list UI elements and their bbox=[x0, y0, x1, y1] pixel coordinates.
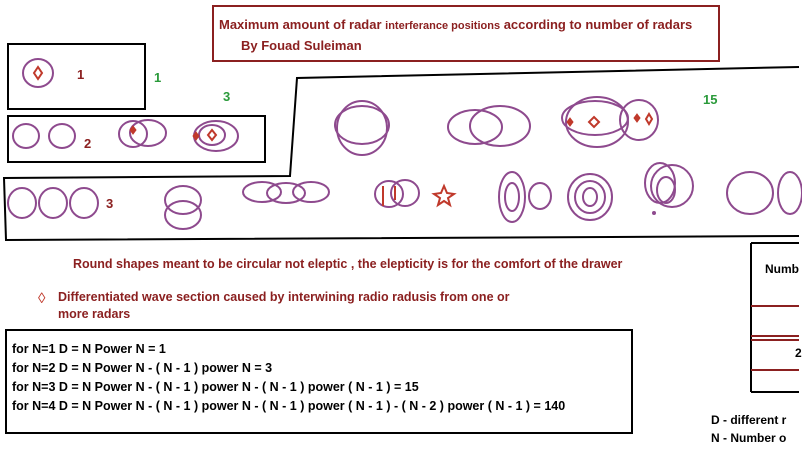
star-icon bbox=[434, 186, 454, 205]
row-count: 3 bbox=[223, 89, 231, 104]
radar-circle bbox=[566, 97, 628, 147]
radar-circle bbox=[293, 182, 329, 202]
radar-circle bbox=[39, 188, 67, 218]
row-label: 2 bbox=[84, 136, 92, 151]
radar-circle bbox=[70, 188, 98, 218]
row-count: 1 bbox=[154, 70, 162, 85]
radar-circle bbox=[657, 177, 675, 203]
legend-text: Differentiated wave section caused by interwining radio radusis from one or bbox=[58, 290, 510, 304]
radar-circle bbox=[8, 188, 36, 218]
diamond-markers bbox=[34, 67, 652, 206]
radar-circle bbox=[337, 101, 387, 155]
table-cell: 2 bbox=[795, 346, 802, 360]
radar-circle bbox=[499, 172, 525, 222]
diamond-icon bbox=[208, 130, 216, 140]
dot-marker bbox=[652, 211, 656, 215]
radar-circle bbox=[529, 183, 551, 209]
author-label: By Fouad Suleiman bbox=[241, 38, 362, 53]
formula-line: for N=2 D = N Power N - ( N - 1 ) power N = 3 bbox=[12, 361, 273, 375]
formula-line: for N=3 D = N Power N - ( N - 1 ) power N - ( N - 1 ) power ( N - 1 ) = 15 bbox=[12, 380, 419, 394]
definition-n: N - Number o bbox=[711, 431, 787, 445]
formula-line: for N=1 D = N Power N = 1 bbox=[12, 342, 166, 356]
row-label: 1 bbox=[77, 67, 85, 82]
row-3-box bbox=[4, 67, 799, 240]
diamond-icon bbox=[646, 114, 652, 124]
diamond-icon bbox=[567, 118, 573, 126]
radar-circle bbox=[13, 124, 39, 148]
radar-circle bbox=[583, 188, 597, 206]
radar-circle bbox=[575, 181, 605, 213]
row-count: 15 bbox=[703, 92, 718, 107]
radar-circles bbox=[8, 59, 802, 229]
legend-text: more radars bbox=[58, 307, 131, 321]
drawing-note: Round shapes meant to be circular not eleptic , the elepticity is for the comfort of the drawer bbox=[73, 257, 623, 271]
diamond-icon bbox=[589, 117, 599, 127]
radar-circle bbox=[23, 59, 53, 87]
diamond-icon: ◊ bbox=[38, 290, 46, 307]
formula-line: for N=4 D = N Power N - ( N - 1 ) power N - ( N - 1 ) power ( N - 1 ) - ( N - 2 ) power ( N - 1 ) = 140 bbox=[12, 399, 566, 413]
radar-circle bbox=[727, 172, 773, 214]
radar-circle bbox=[199, 125, 225, 145]
radar-circle bbox=[505, 183, 519, 211]
radar-circle bbox=[470, 106, 530, 146]
diamond-icon bbox=[34, 67, 42, 79]
radar-circle bbox=[130, 120, 166, 146]
radar-circle bbox=[49, 124, 75, 148]
diagram-title: Maximum amount of radar interferance positions according to number of radars bbox=[219, 17, 693, 32]
diamond-icon bbox=[634, 114, 640, 122]
definition-d: D - different r bbox=[711, 413, 787, 427]
table-header: Numb bbox=[765, 262, 799, 276]
row-label: 3 bbox=[106, 196, 114, 211]
radar-circle bbox=[375, 181, 403, 207]
radar-circle bbox=[778, 172, 802, 214]
